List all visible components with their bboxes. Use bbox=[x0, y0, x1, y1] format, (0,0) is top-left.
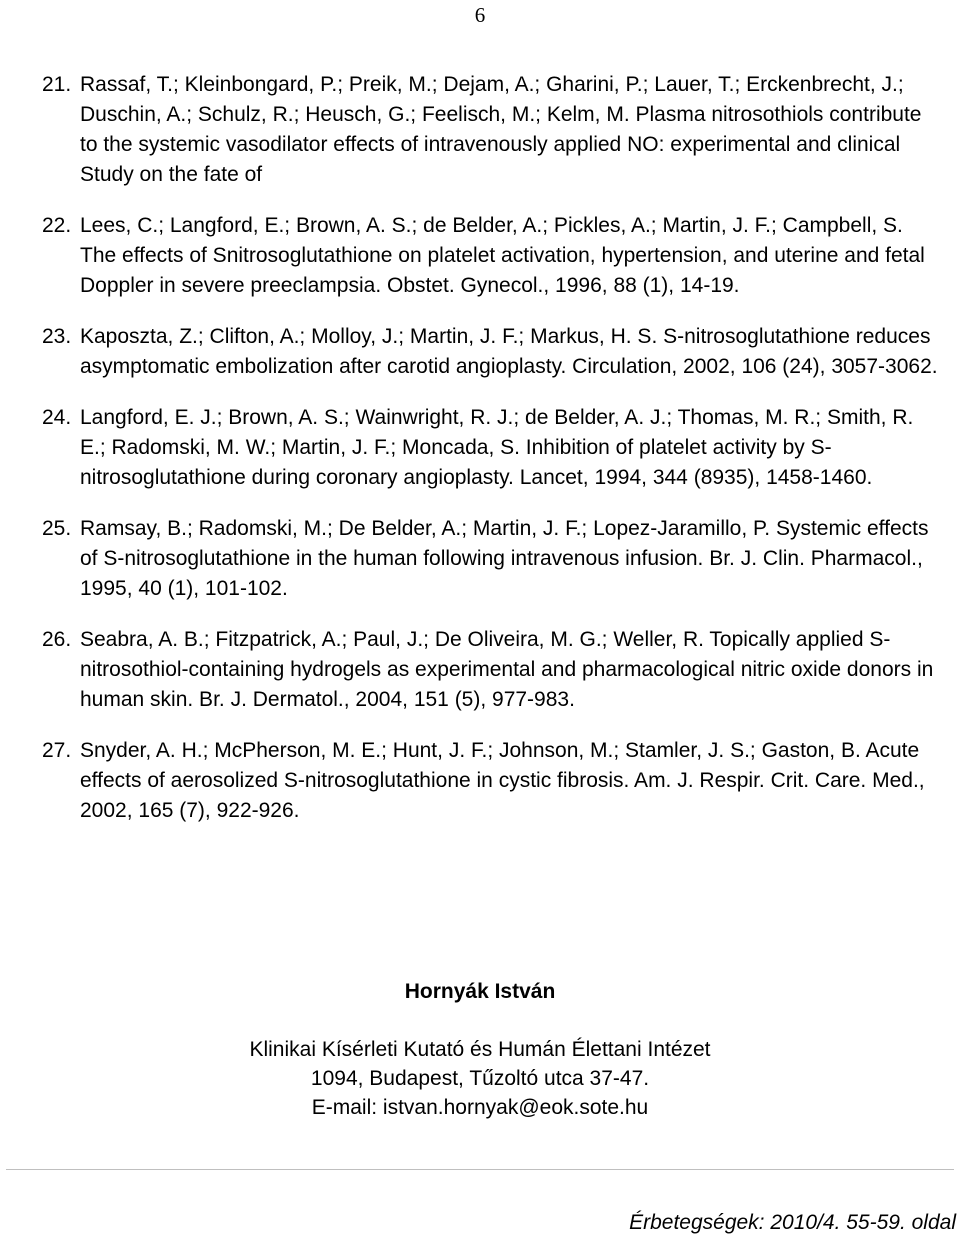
reference-text: Langford, E. J.; Brown, A. S.; Wainwright, R. J.; de Belder, A. J.; Thomas, M. R.; Smith, R. E.; Radomski, M. W.; Martin, J. F.; Moncada, S. Inhibition of platelet activity by S-nitrosoglutathione during coronary angioplasty. Lancet, 1994, 344 (8935), 1458-1460. bbox=[80, 406, 914, 489]
reference-item bbox=[42, 736, 942, 826]
author-name: Hornyák István bbox=[404, 980, 556, 1003]
reference-item bbox=[42, 403, 942, 493]
author-affiliation bbox=[0, 1035, 960, 1122]
institute-name: Klinikai Kísérleti Kutató és Humán Élettani Intézet bbox=[249, 1038, 711, 1061]
reference-item bbox=[42, 514, 942, 604]
page-number: 6 bbox=[474, 3, 486, 27]
reference-number: 23. bbox=[42, 325, 72, 348]
postal-address: 1094, Budapest, Tűzoltó utca 37-47. bbox=[310, 1067, 650, 1090]
reference-number: 25. bbox=[42, 517, 72, 540]
reference-item bbox=[42, 211, 942, 301]
reference-number: 21. bbox=[42, 73, 72, 96]
reference-text: Kaposzta, Z.; Clifton, A.; Molloy, J.; Martin, J. F.; Markus, H. S. S-nitrosoglutathione reduces asymptomatic embolization after carotid angioplasty. Circulation, 2002, 106 (24), 3057-3062. bbox=[80, 325, 938, 378]
reference-number: 22. bbox=[42, 214, 72, 237]
reference-text: Lees, C.; Langford, E.; Brown, A. S.; de Belder, A.; Pickles, A.; Martin, J. F.; Campbell, S. The effects of Snitrosoglutathione on platelet activation, hypertension, and uterine and fetal Doppler in severe preeclampsia. Obstet. Gynecol., 1996, 88 (1), 14-19. bbox=[80, 214, 925, 297]
reference-item bbox=[42, 70, 942, 190]
reference-text: Rassaf, T.; Kleinbongard, P.; Preik, M.; Dejam, A.; Gharini, P.; Lauer, T.; Erckenbrecht, J.; Duschin, A.; Schulz, R.; Heusch, G.; Feelisch, M.; Kelm, M. Plasma nitrosothiols contribute to the systemic vasodilator effects of intravenously applied NO: experimental and clinical Study on the fate of bbox=[80, 73, 922, 186]
reference-text: Seabra, A. B.; Fitzpatrick, A.; Paul, J.; De Oliveira, M. G.; Weller, R. Topically applied S-nitrosothiol-containing hydrogels as experimental and pharmacological nitric oxide donors in human skin. Br. J. Dermatol., 2004, 151 (5), 977-983. bbox=[80, 628, 934, 711]
reference-item bbox=[42, 322, 942, 382]
reference-item bbox=[42, 625, 942, 715]
email-address: E-mail: istvan.hornyak@eok.sote.hu bbox=[311, 1096, 649, 1119]
reference-text: Snyder, A. H.; McPherson, M. E.; Hunt, J. F.; Johnson, M.; Stamler, J. S.; Gaston, B. Acute effects of aerosolized S-nitrosoglutathione in cystic fibrosis. Am. J. Respir. Crit. Care. Med., 2002, 165 (7), 922-926. bbox=[80, 739, 925, 822]
reference-number: 24. bbox=[42, 406, 72, 429]
reference-text: Ramsay, B.; Radomski, M.; De Belder, A.; Martin, J. F.; Lopez-Jaramillo, P. Systemic effects of S-nitrosoglutathione in the human following intravenous infusion. Br. J. Clin. Pharmacol., 1995, 40 (1), 101-102. bbox=[80, 517, 929, 600]
journal-citation-footer: Érbetegségek: 2010/4. 55-59. oldal bbox=[629, 1211, 956, 1234]
reference-number: 26. bbox=[42, 628, 72, 651]
footer-divider bbox=[6, 1169, 954, 1170]
reference-number: 27. bbox=[42, 739, 72, 762]
reference-list bbox=[42, 70, 942, 847]
